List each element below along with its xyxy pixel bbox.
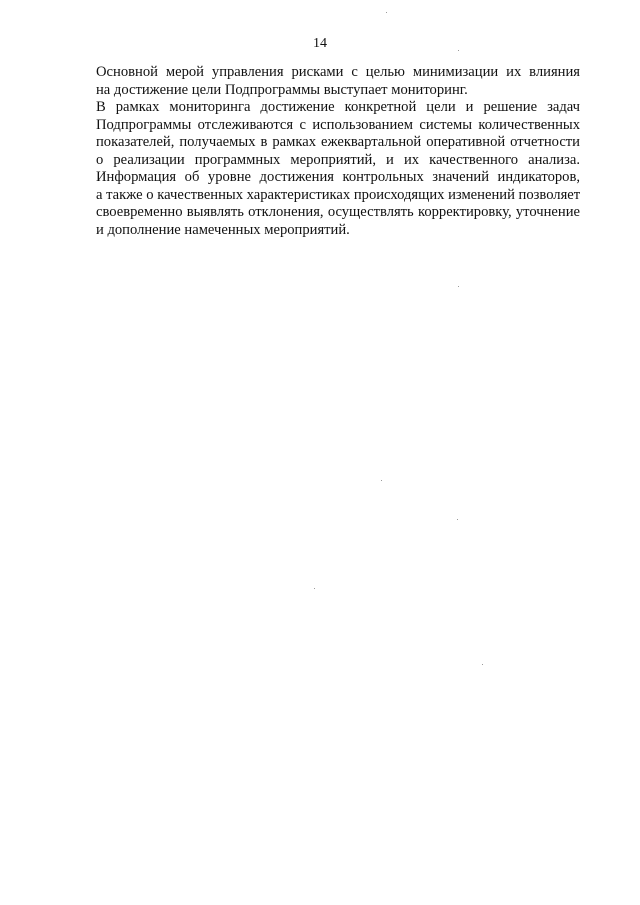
text-line: В рамках мониторинга достижение конкретной цели и решение задач: [96, 99, 580, 115]
scan-speck: [381, 480, 382, 481]
text-line: Информация об уровне достижения контрольных значений индикаторов,: [96, 169, 580, 185]
scan-speck: [386, 12, 387, 13]
text-line: а также о качественных характеристиках происходящих изменений позволяет: [96, 186, 581, 203]
page-number: 14: [313, 36, 327, 51]
scan-speck: [458, 286, 459, 287]
scan-speck: [457, 519, 458, 520]
text-line: Основной мерой управления рисками с целью минимизации их влияния: [96, 64, 580, 80]
text-line: на достижение цели Подпрограммы выступает мониторинг.: [96, 81, 468, 98]
body-text: [66, 64, 580, 239]
scan-speck: [482, 664, 483, 665]
scan-speck: [458, 50, 459, 51]
text-line: Подпрограммы отслеживаются с использованием системы количественных: [96, 116, 580, 133]
text-line: показателей, получаемых в рамках ежеквартальной оперативной отчетности: [96, 134, 580, 150]
text-line: своевременно выявлять отклонения, осуществлять корректировку, уточнение: [96, 204, 580, 220]
paragraph-monitoring-intro: [66, 64, 580, 99]
text-line: о реализации программных мероприятий, и их качественного анализа.: [96, 151, 580, 168]
paragraph-monitoring-details: [66, 99, 580, 239]
text-line: и дополнение намеченных мероприятий.: [96, 221, 350, 238]
scan-speck: [314, 588, 315, 589]
